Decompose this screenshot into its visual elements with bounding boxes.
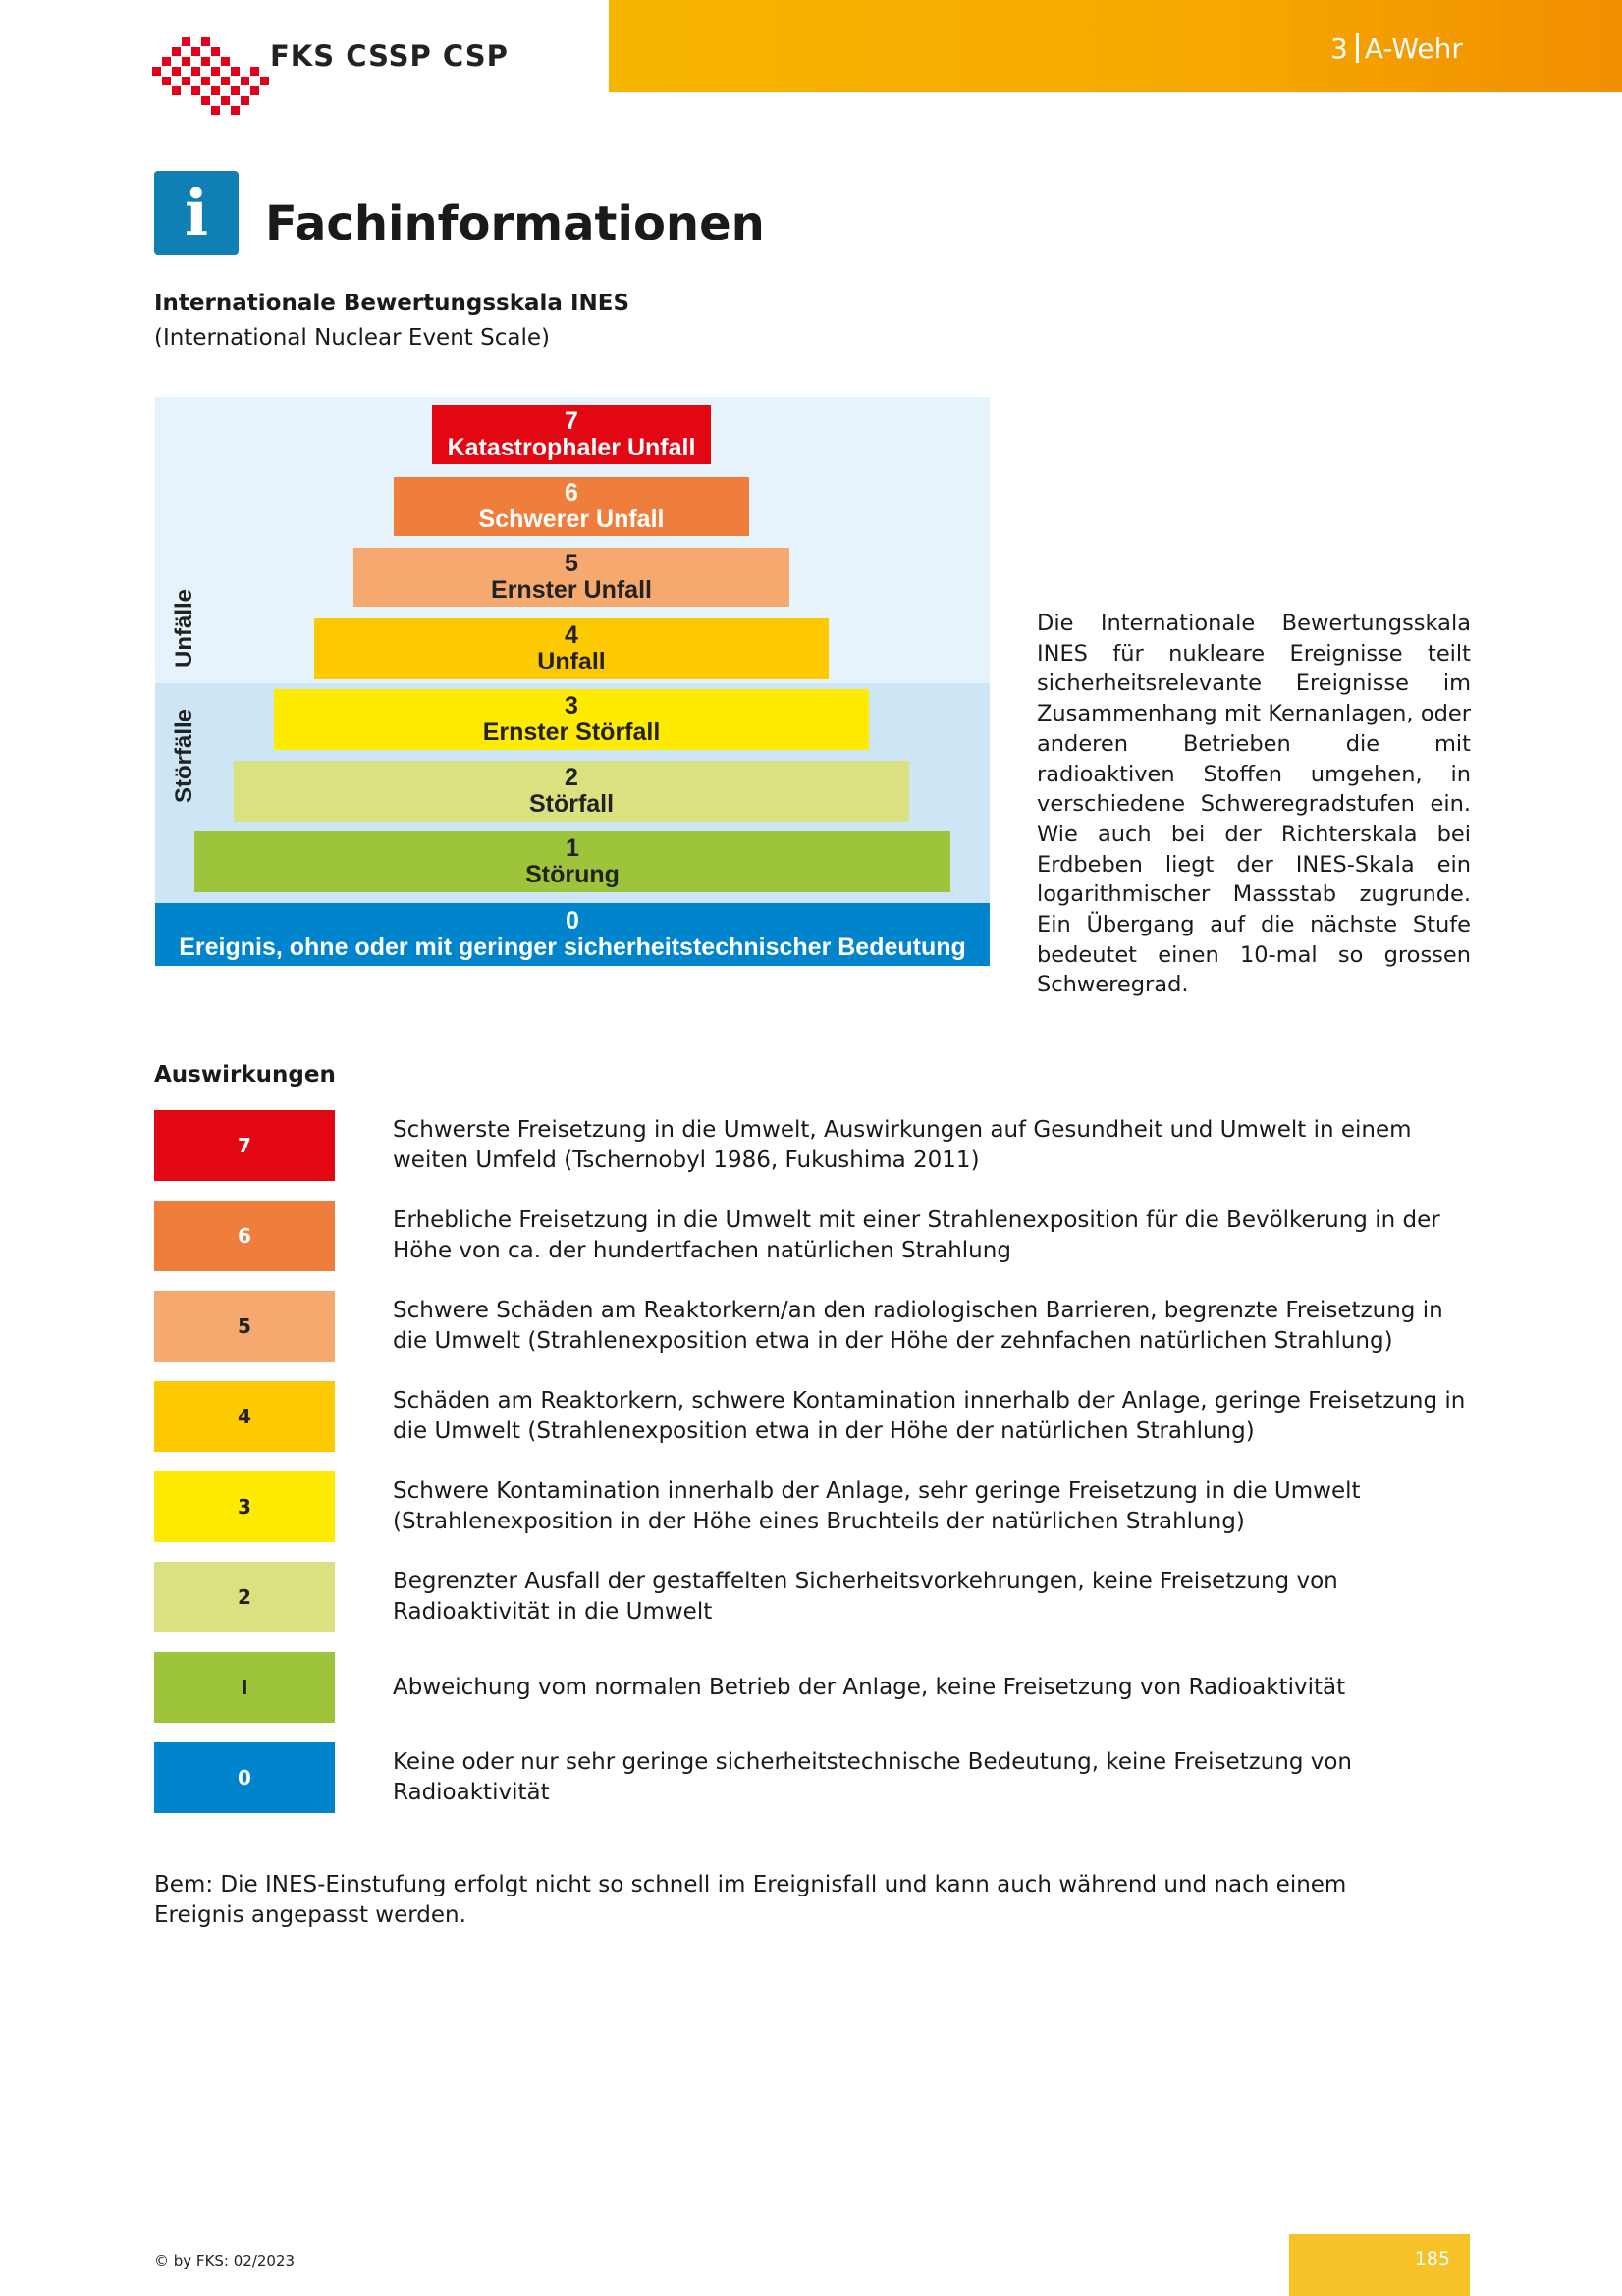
logo-dot bbox=[250, 86, 259, 95]
logo-dot bbox=[201, 96, 210, 105]
effect-level-badge: 2 bbox=[154, 1562, 335, 1632]
logo-dot bbox=[152, 67, 161, 76]
ines-level-number: 3 bbox=[565, 692, 578, 720]
effect-row bbox=[154, 1471, 1470, 1542]
logo-dot bbox=[260, 77, 269, 85]
ines-pyramid bbox=[155, 397, 990, 966]
effect-description: Schwere Kontamination innerhalb der Anlage, sehr geringe Freisetzung in die Umwelt (Strahlenexposition in der Höhe eines Bruchteils der natürlichen Strahlung) bbox=[393, 1478, 1361, 1534]
effect-description: Schwere Schäden am Reaktorkern/an den radiologischen Barrieren, begrenzte Freisetzung in die Umwelt (Strahlenexposition etwa in der Höhe der zehnfachen natürlichen Strahlung) bbox=[393, 1298, 1443, 1354]
ines-level-number: 1 bbox=[566, 834, 579, 862]
ines-level-number: 4 bbox=[565, 621, 578, 649]
ines-level-number: 2 bbox=[565, 764, 578, 791]
effect-level-badge: I bbox=[154, 1652, 335, 1723]
ines-level-label: Ernster Störfall bbox=[482, 719, 661, 746]
logo-dot bbox=[191, 47, 200, 56]
logo-dot bbox=[231, 106, 240, 115]
brand-name: FKS CSSP CSP bbox=[270, 39, 509, 73]
logo-dot bbox=[231, 67, 240, 76]
logo-dot bbox=[182, 57, 190, 66]
effect-description: Begrenzter Ausfall der gestaffelten Sicherheitsvorkehrungen, keine Freisetzung von Radioaktivität in die Umwelt bbox=[393, 1569, 1338, 1625]
chapter-name: A-Wehr bbox=[1364, 32, 1463, 65]
effect-level-badge: 7 bbox=[154, 1110, 335, 1181]
logo-dot bbox=[201, 57, 210, 66]
ines-level-label: Störfall bbox=[528, 790, 615, 818]
logo-dot bbox=[201, 37, 210, 46]
ines-level-7 bbox=[432, 405, 711, 464]
logo-dot bbox=[221, 96, 230, 105]
chapter-number: 3 bbox=[1330, 32, 1348, 65]
ines-level-5 bbox=[353, 548, 789, 607]
logo-dot bbox=[182, 37, 190, 46]
ines-level-label: Schwerer Unfall bbox=[478, 506, 665, 533]
section-title: Internationale Bewertungsskala INES bbox=[154, 291, 630, 316]
chapter-indicator bbox=[1330, 32, 1463, 65]
logo-dot bbox=[172, 86, 181, 95]
section-subtitle: (International Nuclear Event Scale) bbox=[154, 325, 550, 350]
effect-level-badge: 3 bbox=[154, 1471, 335, 1542]
effect-description: Abweichung vom normalen Betrieb der Anlage, keine Freisetzung von Radioaktivität bbox=[393, 1674, 1346, 1700]
ines-level-2 bbox=[234, 761, 909, 822]
note: Bem: Die INES-Einstufung erfolgt nicht so schnell im Ereignisfall und kann auch während und nach einem Ereignis angepasst werden. bbox=[154, 1872, 1347, 1928]
side-label-accidents: Unfälle bbox=[171, 588, 197, 667]
effect-row bbox=[154, 1381, 1470, 1452]
logo-dot bbox=[211, 86, 220, 95]
ines-level-label: Ernster Unfall bbox=[491, 576, 652, 604]
logo-dot bbox=[211, 67, 220, 76]
ines-level-number: 7 bbox=[565, 407, 578, 435]
logo-dot bbox=[221, 57, 230, 66]
ines-level-number: 5 bbox=[565, 550, 578, 577]
logo-dot bbox=[191, 86, 200, 95]
logo-dot bbox=[241, 77, 249, 85]
effect-level-badge: 6 bbox=[154, 1201, 335, 1271]
page-number: 185 bbox=[1414, 2248, 1450, 2269]
logo-dot bbox=[172, 67, 181, 76]
logo-dot bbox=[201, 77, 210, 85]
logo-dot bbox=[172, 47, 181, 56]
logo-dot bbox=[191, 67, 200, 76]
copyright: © by FKS: 02/2023 bbox=[154, 2252, 296, 2269]
side-label-incidents: Störfälle bbox=[171, 708, 197, 803]
header-bar bbox=[609, 0, 1622, 92]
logo-dot bbox=[162, 57, 171, 66]
effect-level-badge: 5 bbox=[154, 1291, 335, 1362]
effect-description: Schwerste Freisetzung in die Umwelt, Auswirkungen auf Gesundheit und Umwelt in einem weiten Umfeld (Tschernobyl 1986, Fukushima 2011) bbox=[393, 1117, 1412, 1173]
ines-level-0 bbox=[155, 903, 990, 966]
effect-row bbox=[154, 1562, 1470, 1632]
logo-dot bbox=[182, 77, 190, 85]
logo-dot bbox=[241, 96, 249, 105]
effect-row bbox=[154, 1201, 1470, 1271]
effect-row bbox=[154, 1291, 1470, 1362]
ines-level-6 bbox=[394, 477, 749, 536]
effect-description: Erhebliche Freisetzung in die Umwelt mit einer Strahlenexposition für die Bevölkerung in der Höhe von ca. der hundertfachen natürlichen Strahlung bbox=[393, 1207, 1440, 1263]
effects-title: Auswirkungen bbox=[154, 1062, 336, 1088]
logo-dot bbox=[211, 47, 220, 56]
logo-dot bbox=[221, 77, 230, 85]
effect-level-badge: 0 bbox=[154, 1742, 335, 1813]
info-icon-glyph: i bbox=[184, 176, 209, 250]
chapter-separator bbox=[1356, 33, 1359, 63]
ines-level-1 bbox=[194, 831, 950, 892]
ines-level-4 bbox=[314, 618, 829, 679]
ines-level-number: 6 bbox=[565, 479, 578, 507]
effect-description: Schäden am Reaktorkern, schwere Kontamination innerhalb der Anlage, geringe Freisetzung in die Umwelt (Strahlenexposition etwa in der Höhe der natürlichen Strahlung) bbox=[393, 1388, 1466, 1444]
ines-level-number: 0 bbox=[566, 907, 579, 934]
logo bbox=[152, 37, 265, 116]
ines-description: Die Internationale Bewertungsskala INES für nukleare Ereignisse teilt sicherheitsrelevante Ereignisse im Zusammenhang mit Kernanlagen, oder anderen Betrieben die mit radioaktiven Stoffen umgehen, in verschiedene Schweregradstufen ein. Wie auch bei der Richterskala bei Erdbeben liegt der INES-Skala ein logarithmischer Massstab zugrunde. Ein Übergang auf die nächste Stufe bedeutet einen 10-mal so grossen Schweregrad. bbox=[1037, 611, 1471, 998]
logo-dot bbox=[231, 86, 240, 95]
effect-level-badge: 4 bbox=[154, 1381, 335, 1452]
logo-dot bbox=[250, 67, 259, 76]
ines-level-label: Unfall bbox=[537, 648, 606, 675]
logo-dot bbox=[162, 77, 171, 85]
effect-row bbox=[154, 1110, 1470, 1181]
ines-level-label: Ereignis, ohne oder mit geringer sicherheitstechnischer Bedeutung bbox=[179, 934, 966, 961]
page-title: Fachinformationen bbox=[265, 196, 765, 251]
effect-row bbox=[154, 1652, 1470, 1723]
ines-level-label: Katastrophaler Unfall bbox=[447, 434, 696, 461]
logo-dot bbox=[211, 106, 220, 115]
info-icon bbox=[154, 171, 239, 255]
ines-level-label: Störung bbox=[525, 861, 620, 888]
effect-description: Keine oder nur sehr geringe sicherheitstechnische Bedeutung, keine Freisetzung von Radioaktivität bbox=[393, 1749, 1353, 1805]
effect-row bbox=[154, 1742, 1470, 1813]
ines-level-3 bbox=[274, 689, 869, 750]
